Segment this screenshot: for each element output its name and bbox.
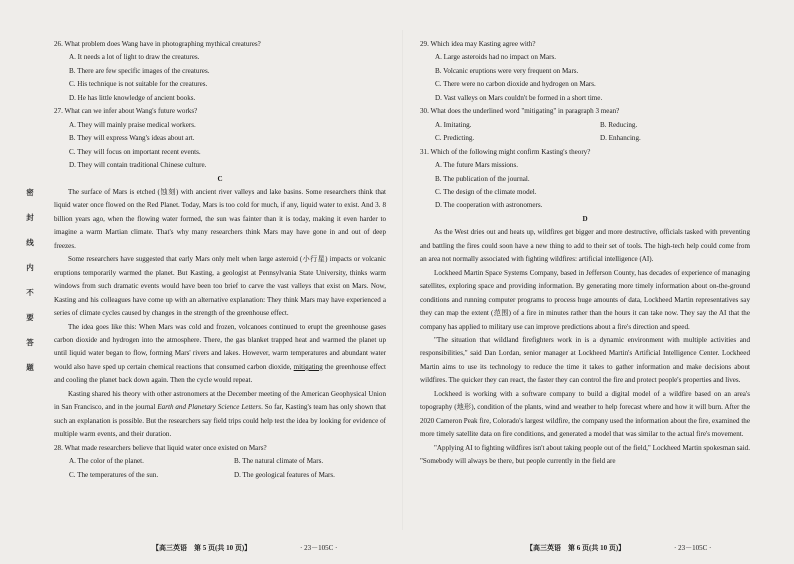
question-31-stem: 31. Which of the following might confirm Kasting's theory?	[420, 147, 591, 156]
question-26-option-a: A. It needs a lot of light to draw the creatures.	[69, 53, 200, 62]
question-27-option-a: A. They will mainly praise medical workers.	[69, 120, 196, 129]
question-29-stem: 29. Which idea may Kasting agree with?	[420, 40, 536, 48]
question-29-option-d: D. Vast valleys on Mars couldn't be formed in a short time.	[435, 93, 603, 102]
left-page-number: 【高三英语 第 5 页(共 10 页)】	[152, 544, 252, 552]
question-26-option-b: B. There are few specific images of the creatures.	[69, 66, 210, 75]
question-28-options-row-1	[54, 455, 386, 468]
passage-d-paragraph-4: Lockheed is working with a software company to build a digital model of a wildfire based on an area's topography (地形), condition of the plants, wind and weather to help forecast where and how it will burn. After the 2020 Cameron Peak fire, Colorado's largest wildfire, the company used the information about the fire, examined the more timely satellite data on fire conditions, and generated a model that was similar to the actual fire's movement.	[420, 389, 750, 439]
journal-title: Earth and Planetary Science Letters	[157, 403, 262, 412]
question-30-option-b: B. Reducing.	[600, 120, 638, 129]
question-31-option-b: B. The publication of the journal.	[435, 174, 530, 183]
question-27-option-d: D. They will contain traditional Chinese culture.	[69, 161, 207, 170]
question-28-option-d: D. The geological features of Mars.	[234, 470, 335, 479]
passage-d-paragraph-2: Lockheed Martin Space Systems Company, based in Jefferson County, has decades of experience of managing satellites, exploring space and providing information. By generating more timely information about on-the-ground conditions and running computer programs to process huge amounts of data, Lockheed Martin representatives say they can map the extent (范围) of a fire in minutes rather than the hours it can take now. They say the AI that the company has applied to military use can improve predictions about a fire's direction and speed.	[420, 268, 750, 331]
paragraph-3-text-before: The idea goes like this: When Mars was cold and frozen, volcanoes continued to erupt the greenhouse gases carbon dioxide and hydrogen into the atmosphere. There, the gas blanket trapped heat and warmed the planet up until liquid water began to flow, forming Mars' rivers and lakes. However, warm temperatures and abundant water would also have sped up certain chemical reactions that consumed carbon dioxide,	[54, 322, 386, 371]
question-30-stem: 30. What does the underlined word "mitigating" in paragraph 3 mean?	[420, 107, 620, 116]
question-28-option-b: B. The natural climate of Mars.	[234, 457, 324, 466]
right-page-code: · 23－105C ·	[674, 544, 712, 552]
question-29-option-a: A. Large asteroids had no impact on Mars.	[435, 53, 557, 62]
question-28-stem: 28. What made researchers believe that liquid water once existed on Mars?	[54, 443, 267, 452]
page-divider	[402, 30, 403, 530]
question-26-option-c: C. His technique is not suitable for the creatures.	[69, 80, 208, 89]
left-page-footer	[152, 543, 338, 553]
binding-margin-note: 密 封 线 内 不 要 答 题	[26, 188, 34, 372]
question-29-option-b: B. Volcanic eruptions were very frequent on Mars.	[435, 66, 579, 75]
passage-c-paragraph-4	[54, 388, 386, 442]
passage-c-paragraph-1: The surface of Mars is etched (蚀刻) with ancient river valleys and lake basins. Some researchers think that liquid water once flowed on the Red Planet. Today, Mars is too cold for much, if any, liquid water to exist. And 3. 8 billion years ago, when the flowing water formed, the sun was fainter than it is today, making it even harder to imagine a warm Martian climate. That's why many researchers think Mars may have gone in and out of deep freezes.	[54, 187, 386, 250]
paragraph-3-text-after: the greenhouse effect and cooling the planet back down again. Then the cycle would repeat.	[54, 362, 386, 385]
question-31-option-a: A. The future Mars missions.	[435, 161, 519, 170]
question-28-option-c: C. The temperatures of the sun.	[69, 470, 159, 479]
section-d-heading: D	[582, 214, 588, 223]
question-28-options-row-2	[54, 469, 386, 482]
question-28-option-a: A. The color of the planet.	[69, 457, 144, 466]
question-30-option-d: D. Enhancing.	[600, 134, 641, 143]
question-29-option-c: C. There were no carbon dioxide and hydrogen on Mars.	[435, 80, 596, 89]
question-30-option-c: C. Predicting.	[435, 134, 475, 143]
paragraph-4-text-before: Kasting shared his theory with other astronomers at the December meeting of the American Geophysical Union in San Francisco, and in the journal	[54, 389, 386, 412]
question-27-option-b: B. They will express Wang's ideas about art.	[69, 134, 195, 143]
right-page	[420, 38, 750, 469]
passage-d-paragraph-5: "Applying AI to fighting wildfires isn't about taking people out of the field," Lockheed Martin spokesman said. "Somebody will always be there, but people currently in the field are	[420, 443, 750, 466]
left-page	[54, 38, 386, 482]
question-31-option-d: D. The cooperation with astronomers.	[435, 201, 543, 210]
question-31-option-c: C. The design of the climate model.	[435, 187, 537, 196]
question-26-option-d: D. He has little knowledge of ancient books.	[69, 93, 196, 102]
right-page-number: 【高三英语 第 6 页(共 10 页)】	[526, 544, 626, 552]
question-26-stem: 26. What problem does Wang have in photographing mythical creatures?	[54, 40, 261, 48]
paragraph-4-text-after: . So far, Kasting's team has only shown that such an explanation is possible. But the researchers say field trips could help test the idea by looking for evidence of multiple warm events, and their duration.	[54, 403, 386, 439]
question-30-option-a: A. Imitating.	[435, 120, 472, 129]
question-30-options-row-2	[420, 132, 750, 145]
passage-c-paragraph-2: Some researchers have suggested that early Mars only melt when large asteroid (小行星) impacts or volcanic eruptions temporarily warmed the planet. But Kasting, a geologist at Pennsylvania State University, thinks warm windows from such dramatic events would have been too brief to carve the vast valleys that exist on Mars. Now, Kasting and his colleagues have come up with an alternative explanation: They think Mars may have experienced a series of climate cycles caused by changes in the strength of the greenhouse effect.	[54, 255, 386, 318]
passage-c-paragraph-3	[54, 321, 386, 388]
right-page-footer	[526, 543, 712, 553]
underlined-word-mitigating: mitigating	[293, 362, 323, 371]
passage-d-paragraph-3: "The situation that wildland firefighters work in is a dynamic environment with multiple activities and responsibilities," said Dan Lordan, senior manager at Lockheed Martin's Artificial Intelligence Center. Lockheed Martin aims to use its technology to reduce the time it takes to gather information and make decisions about wildfires. The quicker they can react, the faster they can control the fire and protect people's properties and lives.	[420, 335, 750, 385]
passage-d-paragraph-1: As the West dries out and heats up, wildfires get bigger and more destructive, officials tasked with preventing and battling the fires could soon have a new thing to add to their set of tools. The high-tech help could come from an area not normally associated with fighting wildfires: artificial intelligence (AI).	[420, 228, 750, 264]
question-27-stem: 27. What can we infer about Wang's future works?	[54, 107, 198, 116]
left-page-code: · 23－105C ·	[300, 544, 338, 552]
section-c-heading: C	[217, 174, 223, 183]
question-30-options-row-1	[420, 119, 750, 132]
question-27-option-c: C. They will focus on important recent events.	[69, 147, 201, 156]
